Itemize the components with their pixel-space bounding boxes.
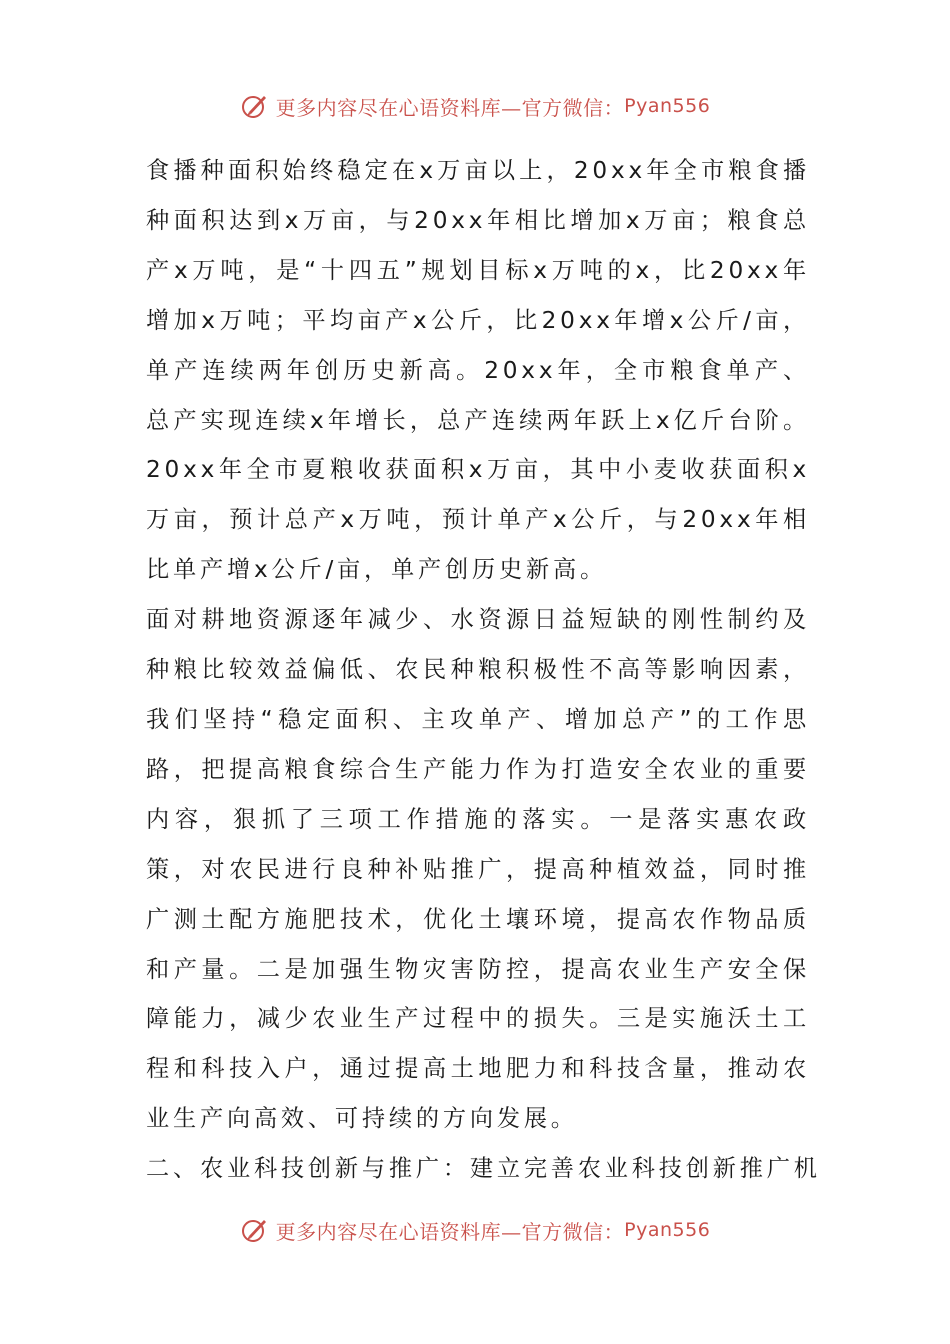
section-heading: 二、农业科技创新与推广：建立完善农业科技创新推广机 — [146, 1155, 821, 1183]
document-body — [146, 146, 821, 1194]
header-banner — [0, 86, 950, 126]
banner-brand-text: 更多内容尽在心语资料库—官方微信： — [275, 95, 625, 120]
quill-pen-circle-icon — [240, 1215, 270, 1245]
banner-wechat-handle: Pyan556 — [624, 95, 711, 117]
banner-brand-text: 更多内容尽在心语资料库—官方微信： — [275, 1219, 625, 1244]
paragraph: 面对耕地资源逐年减少、水资源日益短缺的刚性制约及种粮比较效益偏低、农民种粮积极性不高等影响因素，我们坚持“稳定面积、主攻单产、增加总产”的工作思路，把提高粮食综合生产能力作为打造安全农业的重要内容，狠抓了三项工作措施的落实。一是落实惠农政策，对农民进行良种补贴推广，提高种植效益，同时推广测土配方施肥技术，优化土壤环境，提高农作物品质和产量。二是加强生物灾害防控，提高农业生产安全保障能力，减少农业生产过程中的损失。三是实施沃土工程和科技入户，通过提高土地肥力和科技含量，推动农业生产向高效、可持续的方向发展。 — [146, 606, 810, 1133]
quill-pen-circle-icon — [240, 91, 270, 121]
paragraph: 食播种面积始终稳定在x万亩以上，20xx年全市粮食播种面积达到x万亩，与20xx年相比增加x万亩；粮食总产x万吨，是“十四五”规划目标x万吨的x，比20xx年增加x万吨；平均亩产x公斤，比20xx年增x公斤/亩，单产连续两年创历史新高。20xx年，全市粮食单产、总产实现连续x年增长，总产连续两年跃上x亿斤台阶。20xx年全市夏粮收获面积x万亩，其中小麦收获面积x万亩，预计总产x万吨，预计单产x公斤，与20xx年相比单产增x公斤/亩，单产创历史新高。 — [146, 157, 810, 584]
footer-banner — [0, 1210, 950, 1250]
banner-wechat-handle: Pyan556 — [624, 1219, 711, 1241]
